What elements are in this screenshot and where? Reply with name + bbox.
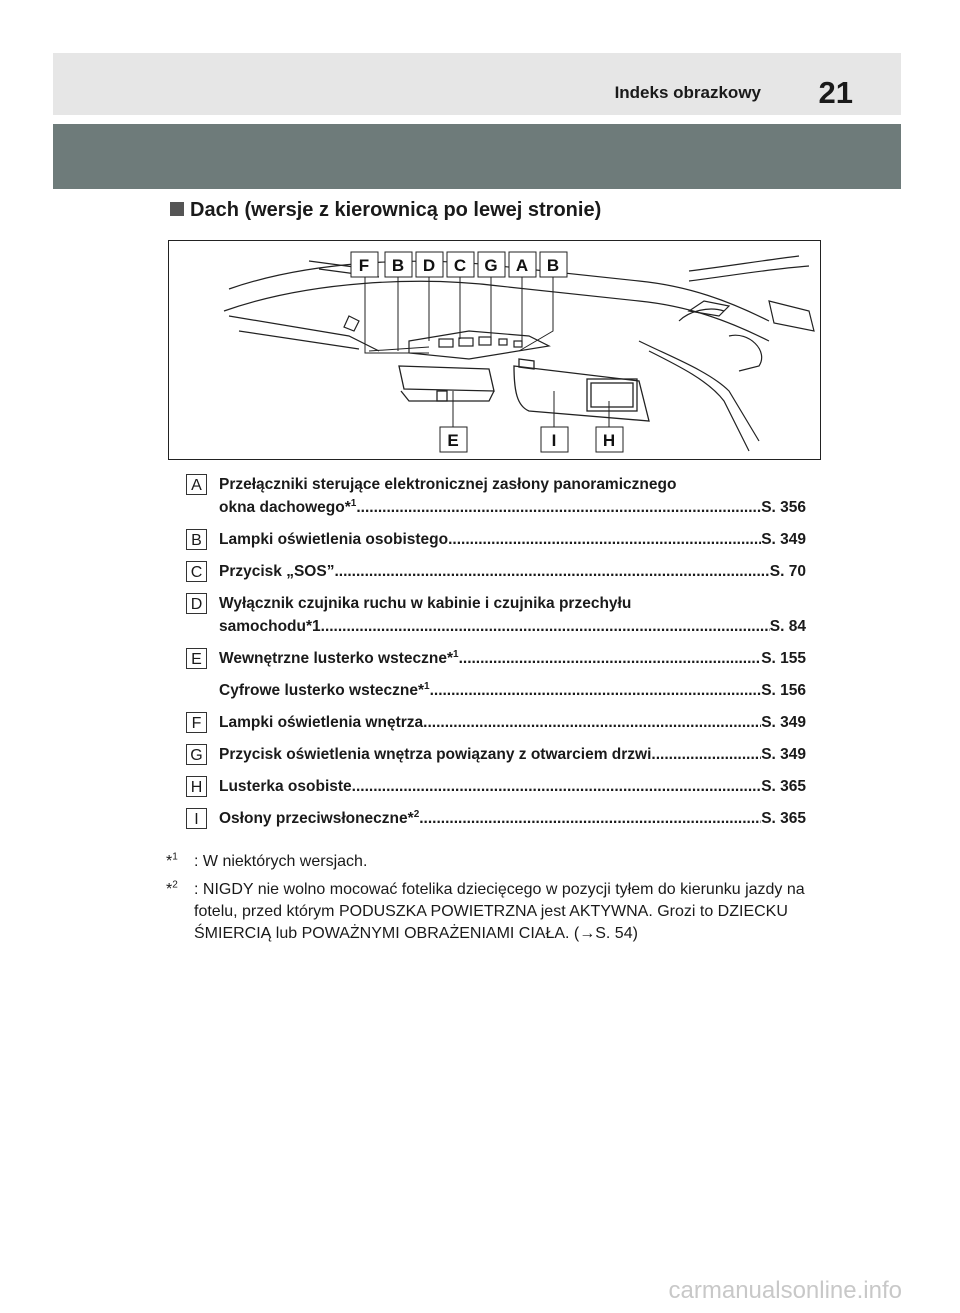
section-heading-text: Dach (wersje z kierownicą po lewej stronie) xyxy=(190,199,602,221)
legend-label: Cyfrowe lusterko wsteczne* xyxy=(219,682,425,699)
legend-item xyxy=(186,711,806,734)
footnote-marker: 1 xyxy=(424,680,430,692)
legend-key: A xyxy=(186,474,207,495)
callout-label-c: C xyxy=(453,256,467,275)
footnote-marker: 1 xyxy=(350,497,357,509)
dot-leader xyxy=(423,711,761,734)
header-title: Indeks obrazkowy xyxy=(614,83,761,102)
legend-key: G xyxy=(186,744,207,765)
footnote xyxy=(166,879,826,945)
footnote-text: : W niektórych wersjach. xyxy=(194,853,368,870)
legend-label: okna dachowego* xyxy=(219,499,351,516)
legend-key: I xyxy=(186,808,207,829)
footnote-mark xyxy=(166,851,178,873)
callout-label-e: E xyxy=(447,431,459,450)
page-reference[interactable]: S. 365 xyxy=(761,810,806,827)
legend-label: Przycisk „SOS” xyxy=(219,563,335,580)
callout-label-b1: B xyxy=(391,256,405,275)
page-reference[interactable]: S. 349 xyxy=(761,714,806,731)
legend-item xyxy=(186,647,806,670)
page-number: 21 xyxy=(818,75,853,110)
legend-key: E xyxy=(186,648,207,669)
callout-label-b2: B xyxy=(546,256,560,275)
footnote-text: : NIGDY nie wolno mocować fotelika dziecięcego w pozycji tyłem do kierunku jazdy na fotelu, przed którym PODUSZKA POWIETRZNA jest AKTYWNA. Grozi to DZIECKU ŚMIERCIĄ lub POWAŻNYMI OBRAŻENIAMI CIAŁA. (→S. 54) xyxy=(194,881,805,942)
page-reference[interactable]: S. 156 xyxy=(761,682,806,699)
callout-label-g: G xyxy=(484,256,498,275)
legend-key: F xyxy=(186,712,207,733)
footnote xyxy=(166,851,826,873)
legend-item xyxy=(186,807,806,830)
footnotes xyxy=(166,851,826,951)
legend-key: D xyxy=(186,593,207,614)
dot-leader xyxy=(651,743,761,766)
footnote-number: 2 xyxy=(172,879,178,891)
section-band xyxy=(53,124,901,189)
dot-leader xyxy=(448,528,761,551)
roof-diagram xyxy=(169,241,820,459)
legend-item xyxy=(186,679,806,702)
watermark: carmanualsonline.info xyxy=(668,1277,902,1304)
dot-leader xyxy=(356,496,761,519)
roof-illustration xyxy=(168,240,821,460)
legend-item xyxy=(186,743,806,766)
callout-label-h: H xyxy=(602,431,616,450)
legend-item xyxy=(186,473,806,519)
legend-label: Przycisk oświetlenia wnętrza powiązany z otwarciem drzwi xyxy=(219,746,652,763)
dot-leader xyxy=(430,679,762,702)
footnote-marker: 1 xyxy=(453,648,459,660)
header-bar xyxy=(53,53,901,115)
footnote-number: 1 xyxy=(172,851,178,863)
legend-text-line: Przełączniki sterujące elektronicznej zasłony panoramicznego xyxy=(219,476,677,493)
footnote-asterisk: * xyxy=(166,853,173,870)
callout-label-a: A xyxy=(515,256,529,275)
page-reference[interactable]: S. 365 xyxy=(761,778,806,795)
legend-label: Wewnętrzne lusterko wsteczne* xyxy=(219,650,454,667)
page-reference[interactable]: S. 70 xyxy=(769,563,806,580)
legend-label: samochodu*1 xyxy=(219,618,321,635)
legend-list xyxy=(186,473,806,839)
legend-label: Lampki oświetlenia osobistego xyxy=(219,531,449,548)
legend-key: H xyxy=(186,776,207,797)
section-heading xyxy=(170,199,601,222)
legend-label: Osłony przeciwsłoneczne* xyxy=(219,810,414,827)
footnote-marker: 2 xyxy=(413,808,420,820)
callout-label-d: D xyxy=(422,256,436,275)
footnote-asterisk: * xyxy=(166,881,173,898)
legend-label: Lusterka osobiste xyxy=(219,778,352,795)
callout-label-i: I xyxy=(551,431,557,450)
legend-item xyxy=(186,775,806,798)
dot-leader xyxy=(419,807,761,830)
page-reference[interactable]: S. 84 xyxy=(769,618,806,635)
dot-leader xyxy=(334,560,769,583)
legend-text-line: Wyłącznik czujnika ruchu w kabinie i czujnika przechyłu xyxy=(219,595,632,612)
footnote-mark xyxy=(166,879,178,901)
square-bullet-icon xyxy=(170,202,184,216)
callout-label-f: F xyxy=(358,256,370,275)
dot-leader xyxy=(459,647,762,670)
legend-label: Lampki oświetlenia wnętrza xyxy=(219,714,424,731)
legend-item xyxy=(186,528,806,551)
page-reference[interactable]: S. 356 xyxy=(761,499,806,516)
dot-leader xyxy=(352,775,762,798)
page-reference[interactable]: S. 349 xyxy=(761,531,806,548)
page-reference[interactable]: S. 349 xyxy=(761,746,806,763)
legend-key: C xyxy=(186,561,207,582)
dot-leader xyxy=(321,615,770,638)
page-reference[interactable]: S. 155 xyxy=(761,650,806,667)
legend-key: B xyxy=(186,529,207,550)
legend-item xyxy=(186,592,806,638)
legend-item xyxy=(186,560,806,583)
